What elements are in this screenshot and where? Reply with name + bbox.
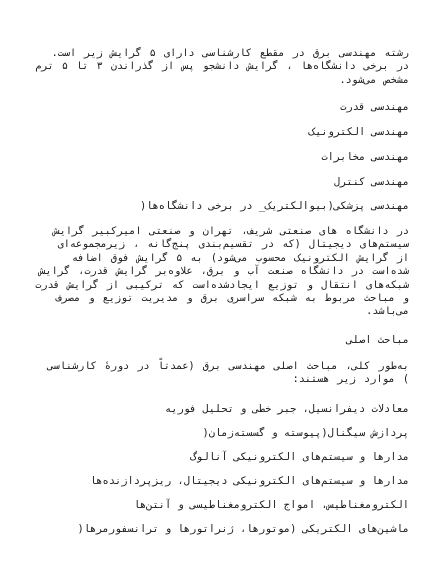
topic-item: ماشین‌های الکتریکی (موتورها، ژنراتورها و ترانسفورمرها(: [77, 523, 409, 535]
branch-item: مهندسی مخابرات: [321, 151, 409, 163]
paragraph-line: از گرایش الکترونیک محسوب می‌شود) به ۵ گرایش فوق اضافه: [72, 252, 409, 264]
paragraph-line: در دانشگاه های صنعتی شریف، تهران و صنعتی امیرکبیر گرایش: [53, 226, 409, 237]
intro-line: در برخی دانشگاه‌ها ، گرایش دانشجو پس از گذراندن ۳ تا ۵ ترم: [35, 61, 409, 73]
topic-item: مدارها و سیستم‌های الکترونیکی دیجیتال، ریزپردازنده‌ها: [89, 475, 409, 487]
section-heading: مباحث اصلی: [346, 334, 409, 346]
branch-item: مهندسی کنترل: [333, 176, 409, 188]
branch-item: مهندسی قدرت: [340, 101, 409, 113]
topic-item: الکترومغناطیس، امواج الکترومغناطیسی و آنتن‌ها: [133, 499, 409, 511]
branch-item: مهندسی الکترونیک: [308, 126, 409, 138]
section-intro-line: به‌طور کلی، مباحث اصلی مهندسی برق (عمدتاً در دورهٔ کارشناسی: [47, 361, 409, 372]
topic-item: پردازش سیگنال(پیوسته و گسسته‌زمان(: [202, 427, 409, 439]
paragraph-line: شده‌است در دانشگاه صنعت آب و برق، علاوه‌بر گرایش قدرت، گرایش: [39, 266, 409, 278]
paragraph-line: می‌باشد.: [366, 306, 409, 318]
paragraph-line: سیستم‌های دیجیتال (که در تقسیم‌بندی پنج‌گانه ، زیرمجموعه‌ای: [57, 239, 409, 251]
section-intro-line: ) موارد زیر هستند:: [292, 374, 409, 386]
intro-paragraph: [24, 47, 409, 87]
branch-item: مهندسی پزشکی(بیوالکتریک_ در برخی دانشگاه‌ها(: [140, 200, 409, 212]
paragraph-line: شبکه‌های انتقال و توزیع ایجادشده‌است که ترکیبی از گرایش قدرت: [35, 279, 409, 291]
intro-line: رشته مهندسی برق در مقطع کارشناسی دارای ۵ گرایش زیر است.: [51, 48, 409, 59]
topic-item: مدارها و سیستم‌های الکترونیکی آنالوگ: [190, 451, 409, 463]
section-intro: [24, 360, 409, 387]
paragraph-2: [24, 225, 409, 319]
intro-line: مشخص می‌شود.: [339, 74, 409, 86]
topic-item: معادلات دیفرانسیل، جبر خطی و تحلیل فوریه: [165, 403, 409, 415]
paragraph-line: و مباحث مربوط به شبکه سراسری برق و مدیریت توزیع و مصرف: [55, 293, 409, 305]
